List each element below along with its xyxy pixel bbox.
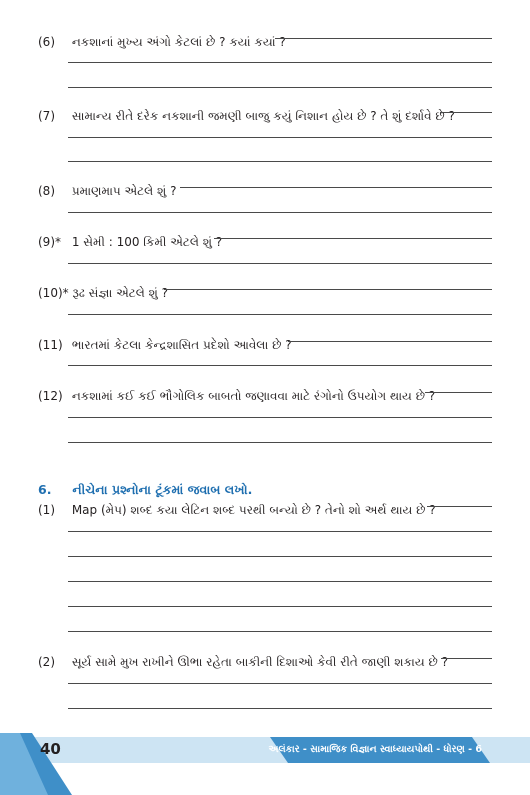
answer-line[interactable]	[68, 365, 492, 366]
answer-line[interactable]	[288, 341, 492, 342]
answer-line[interactable]	[68, 314, 492, 315]
question-number: (11)	[38, 338, 63, 352]
section-heading	[38, 482, 252, 498]
page-number: 40	[40, 740, 61, 758]
question-b1	[38, 503, 436, 517]
question-6	[38, 35, 286, 49]
question-text: નકશામાં કઈ કઈ ભૌગોલિક બાબતો જણાવવા માટે રંગોનો ઉપયોગ થાય છે ?	[71, 389, 436, 403]
answer-line[interactable]	[68, 606, 492, 607]
question-number: (1)	[38, 503, 55, 517]
question-number: (8)	[38, 184, 55, 198]
question-text: સામાન્ય રીતે દરેક નકશાની જમણી બાજુ કયું નિશાન હોય છે ? તે શું દર્શાવે છે ?	[71, 109, 455, 123]
answer-line[interactable]	[164, 289, 492, 290]
answer-line[interactable]	[425, 392, 492, 393]
answer-line[interactable]	[68, 631, 492, 632]
question-number: (10)*	[38, 286, 69, 300]
question-9	[38, 235, 222, 249]
answer-line[interactable]	[68, 683, 492, 684]
answer-line[interactable]	[441, 658, 492, 659]
question-number: (7)	[38, 109, 55, 123]
answer-line[interactable]	[68, 708, 492, 709]
answer-line[interactable]	[68, 212, 492, 213]
answer-line[interactable]	[68, 263, 492, 264]
section-number: 6.	[38, 482, 52, 497]
answer-line[interactable]	[68, 531, 492, 532]
question-text: Map (મેપ) શબ્દ કયા લેટિન શબ્દ પરથી બન્યો છે ? તેનો શો અર્થ થાય છે ?	[71, 503, 436, 517]
answer-line[interactable]	[68, 62, 492, 63]
question-b2	[38, 655, 448, 669]
question-text: 1 સેમી : 100 કિમી એટલે શું ?	[71, 235, 223, 249]
question-8	[38, 184, 176, 198]
question-text: નકશાનાં મુખ્ય અંગો કેટલાં છે ? કયાં કયાં ?	[71, 35, 286, 49]
answer-line[interactable]	[68, 161, 492, 162]
answer-line[interactable]	[68, 417, 492, 418]
answer-line[interactable]	[68, 87, 492, 88]
question-text: રૂઢ સંજ્ઞા એટલે શું ?	[72, 286, 169, 300]
question-10	[38, 286, 168, 300]
footer-band	[0, 733, 530, 795]
question-text: ભારતમાં કેટલા કેન્દ્રશાસિત પ્રદેશો આવેલા છે ?	[71, 338, 292, 352]
question-7	[38, 109, 455, 123]
question-number: (9)*	[38, 235, 61, 249]
answer-line[interactable]	[68, 442, 492, 443]
question-number: (6)	[38, 35, 55, 49]
answer-line[interactable]	[275, 38, 492, 39]
answer-line[interactable]	[180, 187, 492, 188]
question-12	[38, 389, 435, 403]
question-11	[38, 338, 292, 352]
question-text: સૂર્ય સામે મુખ રાખીને ઊભા રહેતા બાકીની દિશાઓ કેવી રીતે જાણી શકાય છે ?	[71, 655, 448, 669]
question-number: (12)	[38, 389, 63, 403]
footer-book-title: અલંકાર - સામાજિક વિજ્ઞાન સ્વાધ્યાયપોથી - ધોરણ - 6	[268, 744, 482, 755]
question-text: પ્રમાણમાપ એટલે શું ?	[71, 184, 177, 198]
answer-line[interactable]	[427, 506, 492, 507]
answer-line[interactable]	[214, 238, 492, 239]
answer-line[interactable]	[440, 112, 492, 113]
answer-line[interactable]	[68, 137, 492, 138]
answer-line[interactable]	[68, 581, 492, 582]
question-number: (2)	[38, 655, 55, 669]
answer-line[interactable]	[68, 556, 492, 557]
section-title: નીચેના પ્રશ્નોના ટૂંકમાં જવાબ લખો.	[72, 482, 253, 497]
